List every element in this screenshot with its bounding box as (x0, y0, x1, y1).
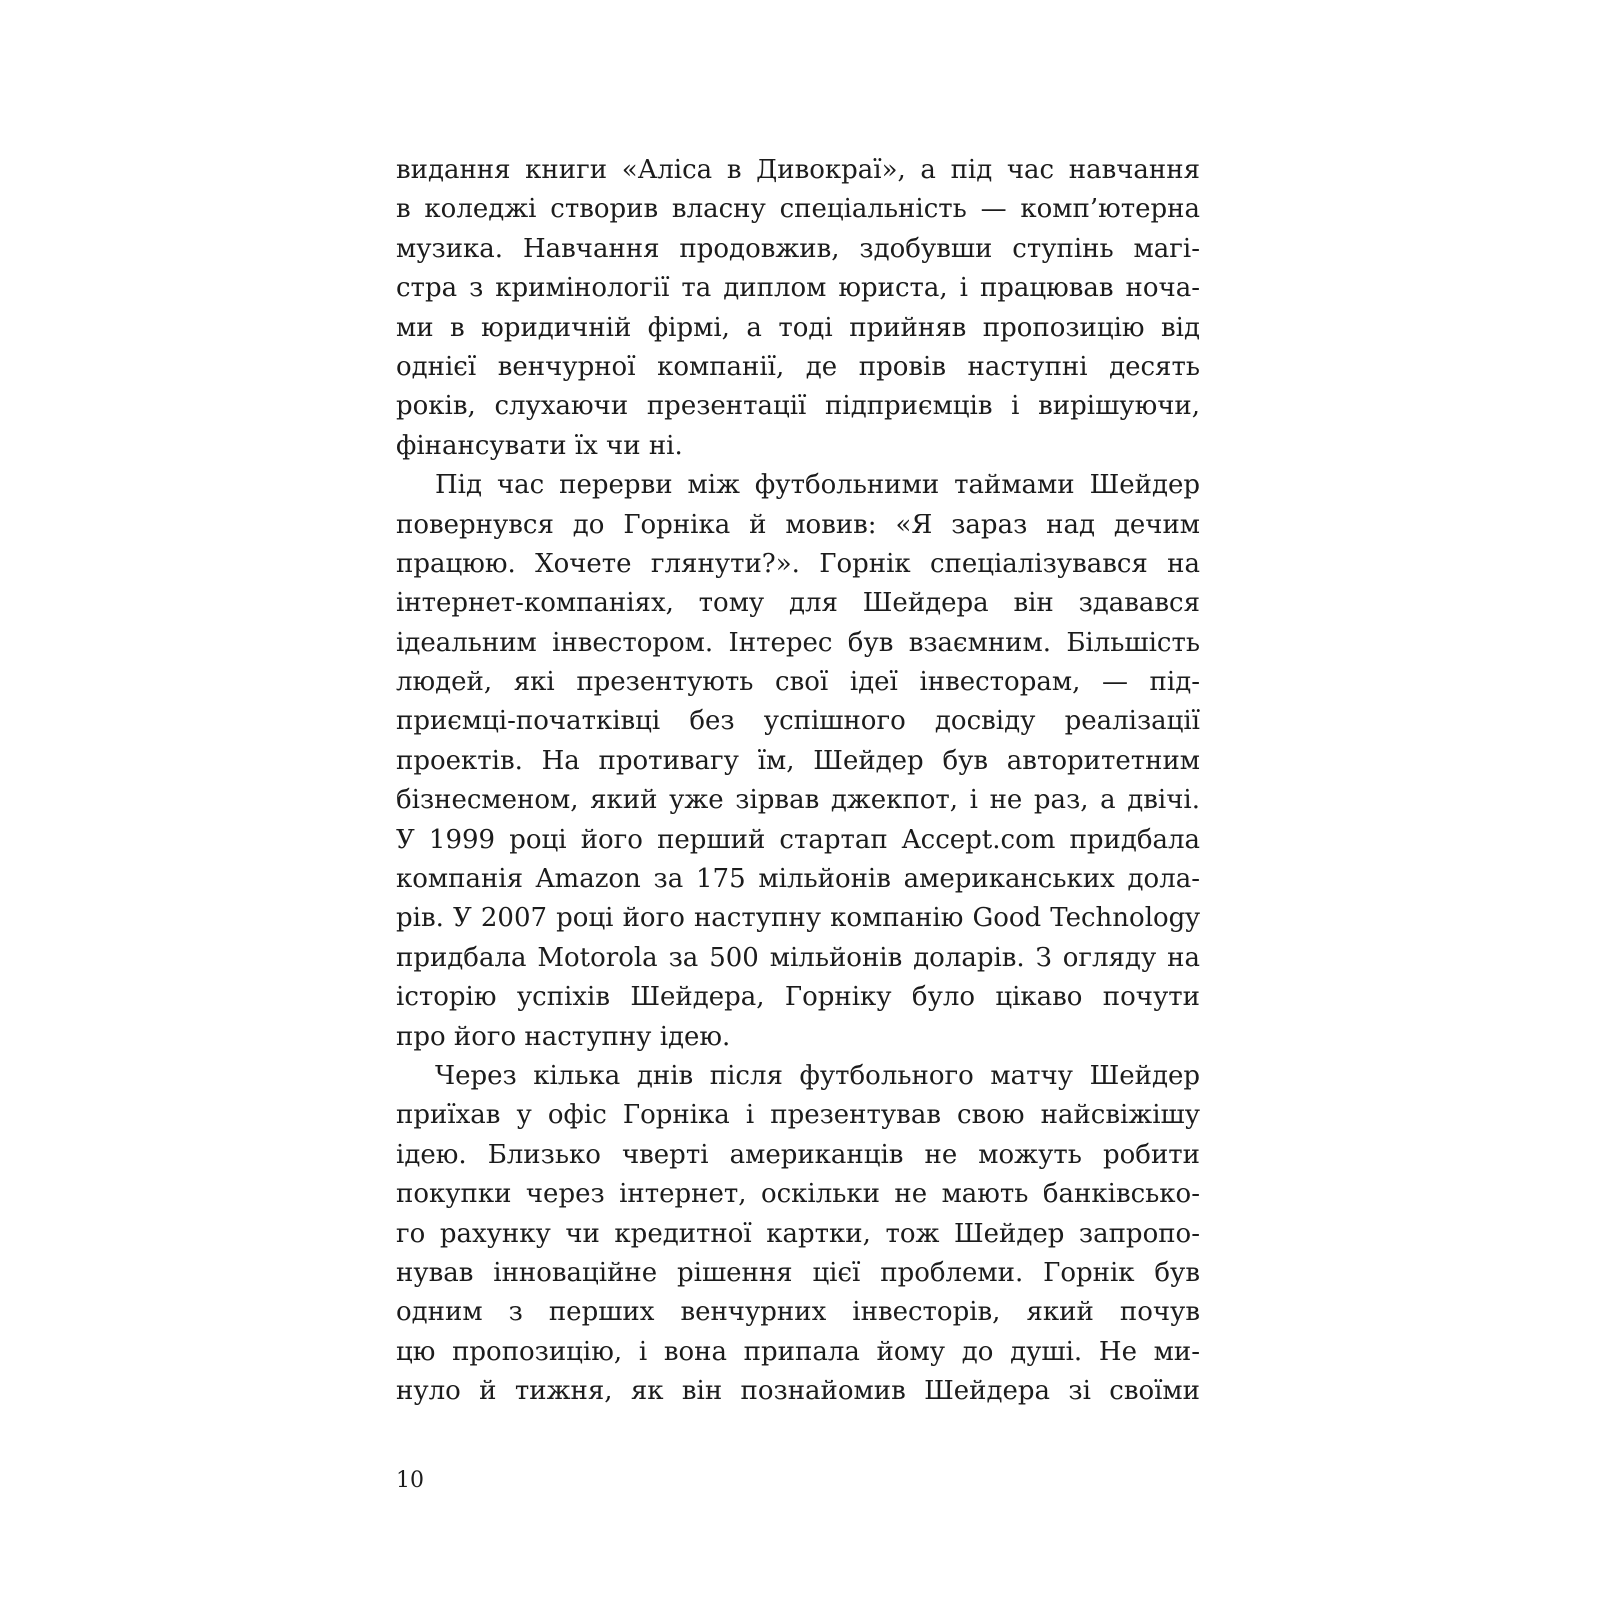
text-line: нуло й тижня, як він познайомив Шейдера зі своїми (396, 1376, 1200, 1407)
text-line: цю пропозицію, і вона припала йому до душі. Не ми- (396, 1336, 1200, 1367)
text-line: музика. Навчання продовжив, здобувши ступінь магі- (396, 233, 1200, 264)
paragraph-first-line: Через кілька днів після футбольного матчу Шейдер (435, 1060, 1200, 1091)
text-line: компанія Amazon за 175 мільйонів американських дола- (396, 864, 1200, 895)
text-line: ідеальним інвестором. Інтерес був взаємним. Більшість (396, 627, 1200, 658)
text-line: покупки через інтернет, оскільки не мають банківсько- (396, 1179, 1200, 1210)
text-line: У 1999 році його перший стартап Accept.com придбала (396, 824, 1200, 855)
text-line: історію успіхів Шейдера, Горніку було цікаво почути (396, 982, 1200, 1013)
text-line: фінансувати їх чи ні. (396, 430, 683, 461)
text-line: приїхав у офіс Горніка і презентував свою найсвіжішу (396, 1100, 1200, 1131)
text-line: проектів. На противагу їм, Шейдер був авторитетним (396, 745, 1200, 776)
text-line: інтернет-компаніях, тому для Шейдера він здавався (396, 588, 1200, 619)
text-line: про його наступну ідею. (396, 1021, 731, 1052)
text-line: повернувся до Горніка й мовив: «Я зараз над дечим (396, 509, 1200, 540)
text-line: ідею. Близько чверті американців не можуть робити (396, 1139, 1200, 1170)
text-line: нував інноваційне рішення цієї проблеми. Горнік був (396, 1257, 1200, 1288)
text-line: го рахунку чи кредитної картки, тож Шейдер запропо- (396, 1218, 1200, 1249)
body-text (396, 151, 1200, 1412)
text-line: ми в юридичній фірмі, а тоді прийняв пропозицію від (396, 312, 1200, 343)
text-line: бізнесменом, який уже зірвав джекпот, і не раз, а двічі. (396, 785, 1200, 816)
paragraph-first-line: Під час перерви між футбольними таймами Шейдер (435, 470, 1200, 501)
text-line: рів. У 2007 році його наступну компанію Good Technology (396, 903, 1200, 934)
text-line: років, слухаючи презентації підприємців і вирішуючи, (396, 391, 1200, 422)
page-number: 10 (396, 1468, 424, 1493)
text-line: придбала Motorola за 500 мільйонів доларів. З огляду на (396, 942, 1200, 973)
text-line: приємці-початківці без успішного досвіду реалізації (396, 706, 1200, 737)
text-line: стра з кримінології та диплом юриста, і працював ноча- (396, 273, 1200, 304)
text-line: видання книги «Аліса в Дивокраї», а під час навчання (396, 155, 1200, 185)
text-line: працюю. Хочете глянути?». Горнік спеціалізувався на (396, 548, 1200, 579)
text-line: однієї венчурної компанії, де провів наступні десять (396, 351, 1200, 382)
text-line: людей, які презентують свої ідеї інвесторам, — під- (396, 667, 1200, 698)
text-line: в коледжі створив власну спеціальність — комп’ютерна (396, 194, 1200, 225)
text-line: одним з перших венчурних інвесторів, який почув (396, 1297, 1200, 1328)
